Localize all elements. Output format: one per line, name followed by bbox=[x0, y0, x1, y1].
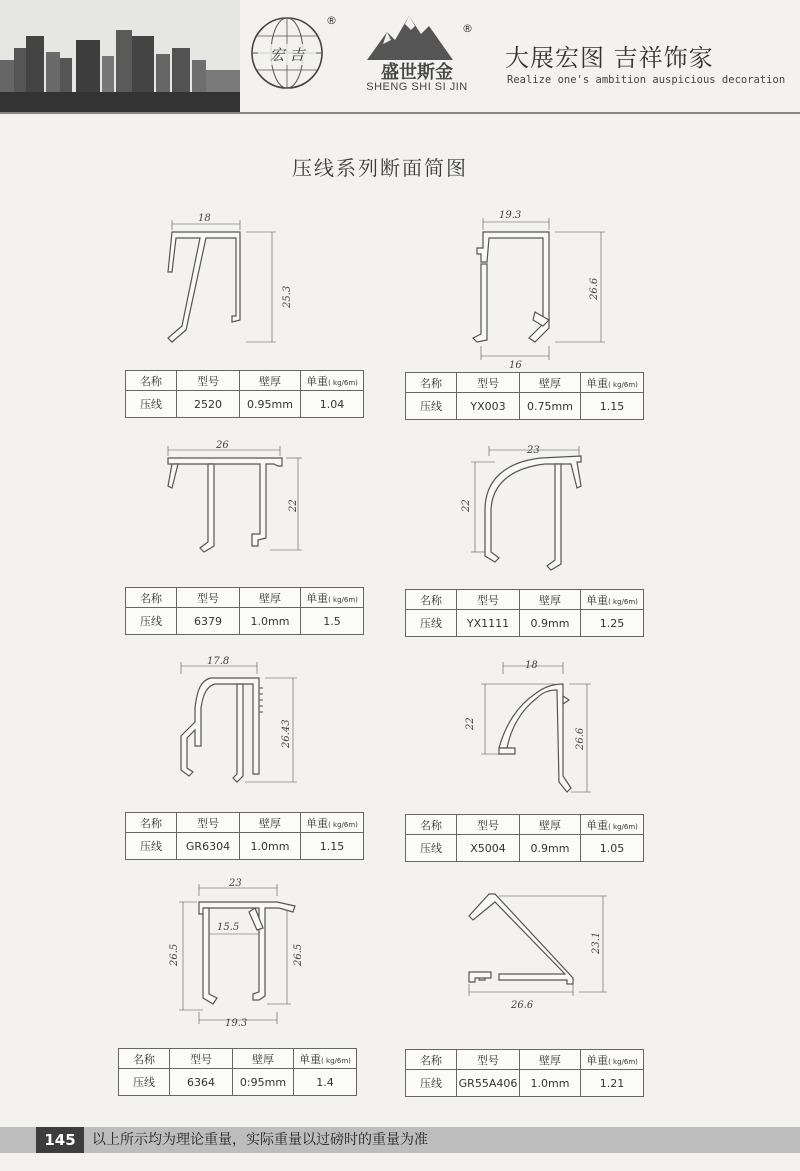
cell-thickness: 0:95mm bbox=[233, 1069, 294, 1096]
header-thickness: 壁厚 bbox=[520, 373, 581, 393]
brand-name-en: SHENG SHI SI JIN bbox=[366, 81, 468, 93]
spec-table-x5004 bbox=[405, 814, 644, 862]
header-name: 名称 bbox=[126, 588, 177, 608]
registered-mark: ® bbox=[326, 14, 337, 27]
dimension-label: 23.1 bbox=[591, 931, 602, 954]
cell-weight: 1.15 bbox=[581, 393, 644, 420]
header-thickness: 壁厚 bbox=[520, 815, 581, 835]
dimension-label: 26.6 bbox=[589, 277, 600, 300]
registered-mark: ® bbox=[462, 22, 473, 35]
dimension-label: 23 bbox=[229, 878, 242, 889]
spec-table-2520 bbox=[125, 370, 364, 418]
header-model: 型号 bbox=[170, 1049, 233, 1069]
cell-thickness: 1.0mm bbox=[240, 833, 301, 860]
dimension-label: 26.43 bbox=[281, 719, 292, 748]
header-name: 名称 bbox=[406, 590, 457, 610]
cell-weight: 1.5 bbox=[301, 608, 364, 635]
cell-weight: 1.04 bbox=[301, 391, 364, 418]
header-name: 名称 bbox=[406, 1050, 457, 1070]
header-thickness: 壁厚 bbox=[240, 588, 301, 608]
dimension-label: 15.5 bbox=[217, 922, 240, 933]
cell-weight: 1.25 bbox=[581, 610, 644, 637]
dimension-label: 25.3 bbox=[282, 285, 293, 308]
profile-drawing-6364 bbox=[155, 874, 325, 1029]
dimension-label: 22 bbox=[288, 499, 299, 512]
header-thickness: 壁厚 bbox=[240, 371, 301, 391]
header-name: 名称 bbox=[126, 813, 177, 833]
page-header bbox=[0, 0, 800, 114]
header-weight: 单重( kg/6m) bbox=[301, 813, 364, 833]
header-model: 型号 bbox=[457, 815, 520, 835]
spec-table-gr55a406 bbox=[405, 1049, 644, 1097]
header-thickness: 壁厚 bbox=[520, 1050, 581, 1070]
profile-drawing-x5004 bbox=[455, 656, 605, 796]
cell-model: 2520 bbox=[177, 391, 240, 418]
cell-model: GR6304 bbox=[177, 833, 240, 860]
profile-drawing-yx1111 bbox=[455, 440, 605, 575]
cell-name: 压线 bbox=[406, 1070, 457, 1097]
spec-table-yx003 bbox=[405, 372, 644, 420]
cell-thickness: 0.9mm bbox=[520, 610, 581, 637]
cell-model: 6364 bbox=[170, 1069, 233, 1096]
cell-thickness: 0.9mm bbox=[520, 835, 581, 862]
cell-model: YX003 bbox=[457, 393, 520, 420]
profile-drawing-yx003 bbox=[455, 202, 625, 371]
header-weight: 单重( kg/6m) bbox=[294, 1049, 357, 1069]
dimension-label: 26.5 bbox=[293, 943, 304, 966]
cell-model: X5004 bbox=[457, 835, 520, 862]
header-thickness: 壁厚 bbox=[520, 590, 581, 610]
header-weight: 单重( kg/6m) bbox=[581, 590, 644, 610]
spec-table-gr6304 bbox=[125, 812, 364, 860]
dimension-label: 22 bbox=[461, 499, 472, 512]
cell-name: 压线 bbox=[406, 393, 457, 420]
dimension-label: 18 bbox=[198, 213, 211, 224]
logo-text: 宏 吉 bbox=[258, 44, 316, 65]
brand-name-cn: 盛世斯金 bbox=[381, 62, 453, 83]
dimension-label: 17.8 bbox=[207, 656, 230, 667]
cell-thickness: 1.0mm bbox=[520, 1070, 581, 1097]
cell-weight: 1.05 bbox=[581, 835, 644, 862]
footer-note: 以上所示均为理论重量，实际重量以过磅时的重量为准 bbox=[92, 1132, 428, 1148]
dimension-label: 16 bbox=[509, 360, 522, 371]
dimension-label: 26 bbox=[216, 440, 229, 451]
cell-weight: 1.21 bbox=[581, 1070, 644, 1097]
cell-name: 压线 bbox=[126, 833, 177, 860]
page-number: 145 bbox=[36, 1127, 84, 1153]
cell-weight: 1.4 bbox=[294, 1069, 357, 1096]
spec-table-6379 bbox=[125, 587, 364, 635]
cell-thickness: 1.0mm bbox=[240, 608, 301, 635]
page-title: 压线系列断面简图 bbox=[292, 156, 468, 180]
profile-drawing-2520 bbox=[150, 212, 310, 352]
dimension-label: 19.3 bbox=[225, 1018, 248, 1029]
header-weight: 单重( kg/6m) bbox=[301, 588, 364, 608]
cell-name: 压线 bbox=[406, 835, 457, 862]
city-skyline-image bbox=[0, 0, 240, 112]
header-model: 型号 bbox=[177, 371, 240, 391]
dimension-label: 26.6 bbox=[575, 727, 586, 750]
dimension-label: 26.6 bbox=[511, 1000, 534, 1011]
header-model: 型号 bbox=[177, 813, 240, 833]
dimension-label: 19.3 bbox=[499, 210, 522, 221]
cell-model: GR55A406 bbox=[457, 1070, 520, 1097]
cell-name: 压线 bbox=[126, 608, 177, 635]
header-name: 名称 bbox=[126, 371, 177, 391]
spec-table-yx1111 bbox=[405, 589, 644, 637]
header-weight: 单重( kg/6m) bbox=[301, 371, 364, 391]
header-model: 型号 bbox=[177, 588, 240, 608]
profile-drawing-gr55a406 bbox=[455, 880, 615, 1020]
header-thickness: 壁厚 bbox=[240, 813, 301, 833]
header-weight: 单重( kg/6m) bbox=[581, 1050, 644, 1070]
header-thickness: 壁厚 bbox=[233, 1049, 294, 1069]
cell-name: 压线 bbox=[119, 1069, 170, 1096]
cell-name: 压线 bbox=[126, 391, 177, 418]
header-model: 型号 bbox=[457, 590, 520, 610]
dimension-label: 23 bbox=[527, 445, 540, 456]
cell-thickness: 0.95mm bbox=[240, 391, 301, 418]
cell-model: YX1111 bbox=[457, 610, 520, 637]
header-weight: 单重( kg/6m) bbox=[581, 373, 644, 393]
dimension-label: 26.5 bbox=[169, 943, 180, 966]
profile-drawing-6379 bbox=[150, 440, 320, 570]
spec-table-6364 bbox=[118, 1048, 357, 1096]
header-model: 型号 bbox=[457, 1050, 520, 1070]
slogan-en: Realize one's ambition auspicious decoration bbox=[507, 74, 786, 86]
cell-name: 压线 bbox=[406, 610, 457, 637]
profile-drawing-gr6304 bbox=[165, 656, 315, 796]
dimension-label: 18 bbox=[525, 660, 538, 671]
cell-weight: 1.15 bbox=[301, 833, 364, 860]
header-name: 名称 bbox=[406, 815, 457, 835]
page-footer bbox=[0, 1127, 800, 1153]
header-weight: 单重( kg/6m) bbox=[581, 815, 644, 835]
header-model: 型号 bbox=[457, 373, 520, 393]
header-name: 名称 bbox=[119, 1049, 170, 1069]
slogan-cn: 大展宏图 吉祥饰家 bbox=[505, 44, 714, 72]
cell-thickness: 0.75mm bbox=[520, 393, 581, 420]
cell-model: 6379 bbox=[177, 608, 240, 635]
header-name: 名称 bbox=[406, 373, 457, 393]
dimension-label: 22 bbox=[465, 717, 476, 730]
